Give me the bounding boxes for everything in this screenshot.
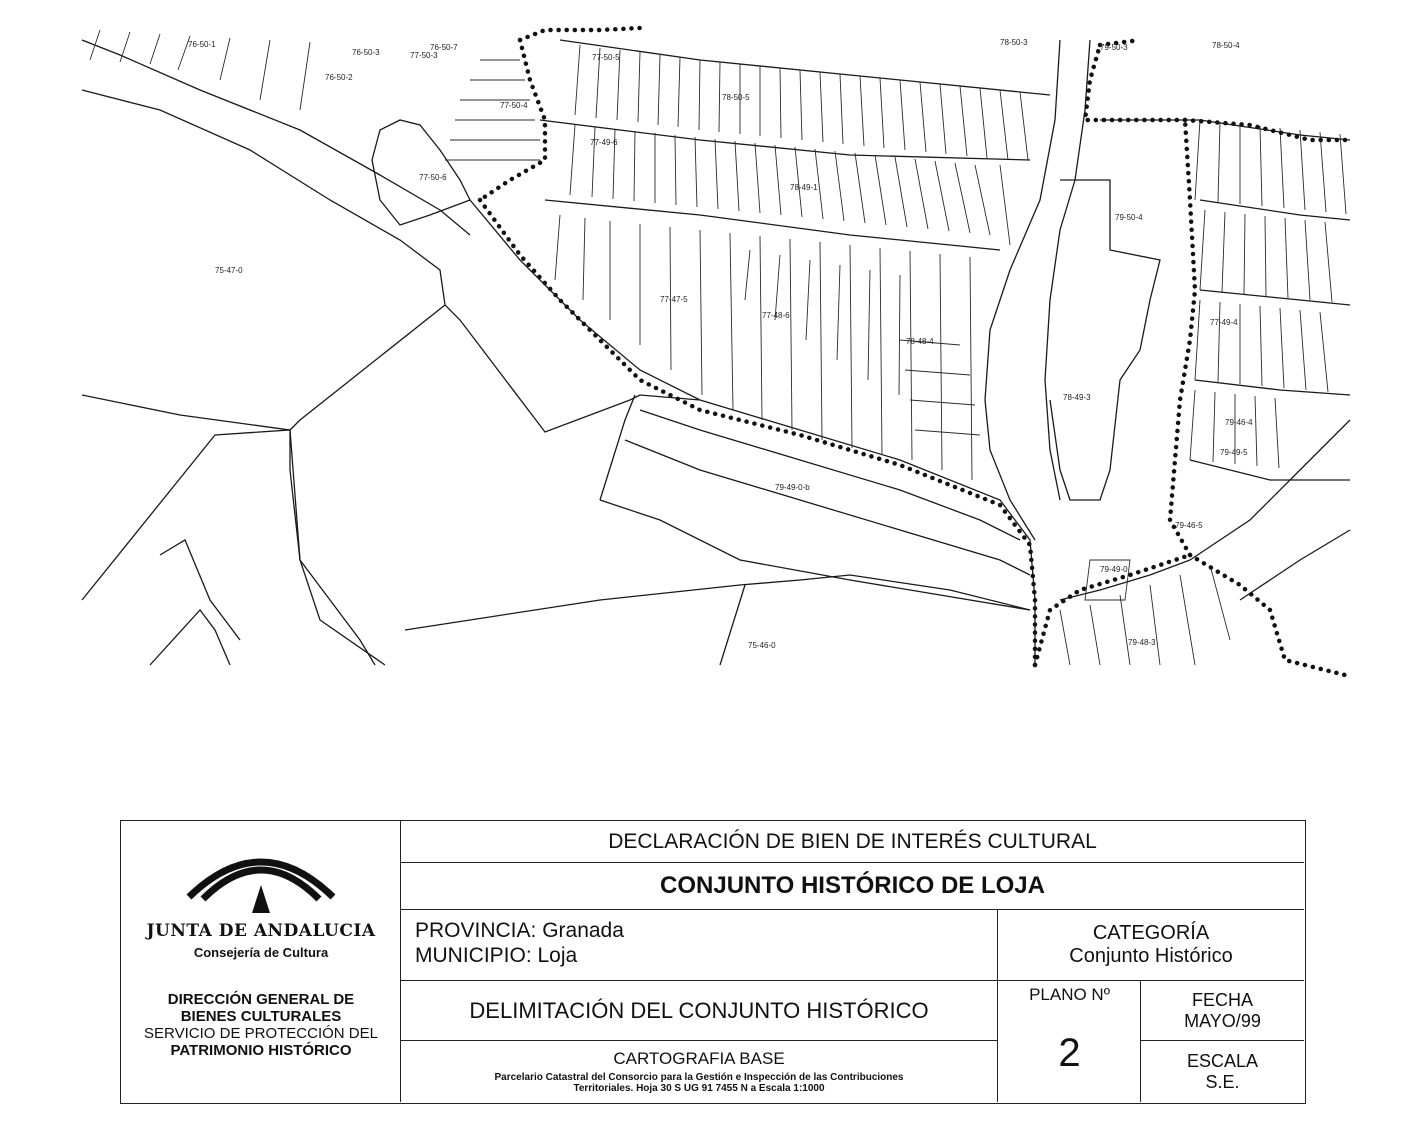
department [121,991,401,1059]
category-value: Conjunto Histórico [1069,945,1233,967]
parcel-label: 77-49-6 [590,138,618,147]
provincia: PROVINCIA: Granada [415,919,624,942]
parcel-label: 79-49-5 [1220,448,1248,457]
district-boundary [480,28,1345,675]
street-edge [82,305,445,430]
parcel-label: 78-50-4 [1212,41,1240,50]
street-edge [1200,290,1350,305]
cartography-line: Parcelario Catastral del Consorcio para la Gestión e Inspección de las Contribuciones [494,1072,904,1083]
street-edge [560,40,1050,95]
parcel-label: 76-50-2 [325,73,353,82]
location-cell [401,910,998,981]
parcel-label: 75-47-0 [215,266,243,275]
logo-cell [121,821,401,1102]
declaration-row [401,821,1304,863]
plan-title: CONJUNTO HISTÓRICO DE LOJA [660,872,1045,899]
junta-de-andalucia-logo [181,835,341,915]
parcel-label: 79-49-0-b [775,483,810,492]
street-edge [290,430,375,665]
plan-number-label: PLANO Nº [1029,985,1110,1004]
date-value: MAYO/99 [1184,1010,1261,1031]
street-edge [82,40,470,235]
base-cartography-cell [401,1041,998,1102]
street-edge [1190,460,1350,480]
plan-number-cell [998,981,1141,1102]
parcel-label: 77-50-4 [500,101,528,110]
delimitation-cell [401,981,998,1041]
delimitation-text: DELIMITACIÓN DEL CONJUNTO HISTÓRICO [469,997,929,1023]
parcel-label: 79-46-4 [1225,418,1253,427]
plan-number-value: 2 [1058,1031,1081,1075]
parcel-label: 77-47-5 [660,295,688,304]
department-line: DIRECCIÓN GENERAL DE [167,991,355,1008]
parcel-label: 79-50-3 [1100,43,1128,52]
parcel-label: 79-46-5 [1175,521,1203,530]
street-edge [600,395,635,500]
category-label: CATEGORÍA [1092,922,1210,944]
org-subtitle: Consejería de Cultura [193,945,329,960]
street-edge [1200,200,1350,220]
date-cell [1141,981,1304,1041]
street-edge [625,440,1030,575]
parcel-label: 75-46-0 [748,641,776,650]
parcel-label: 77-50-3 [410,51,438,60]
parcel-label: 76-50-7 [430,43,458,52]
municipio: MUNICIPIO: Loja [415,944,578,967]
parcel-label: 76-50-3 [352,48,380,57]
parcel-label: 79-50-4 [1115,213,1143,222]
street-edge [720,585,745,665]
department-line: PATRIMONIO HISTÓRICO [170,1042,352,1059]
parcel-label: 78-50-3 [1000,38,1028,47]
street-edge [640,410,1020,540]
org-name: JUNTA DE ANDALUCIA [146,921,376,941]
parcel-label: 76-50-1 [188,40,216,49]
scale-value: S.E. [1205,1071,1240,1092]
department-line: BIENES CULTURALES [180,1008,342,1025]
street-edge [1240,530,1350,600]
title-block [120,820,1306,1104]
parcel-label: 78-50-5 [722,93,750,102]
scale-label: ESCALA [1186,1050,1259,1071]
street-edge [405,575,1030,630]
street-edge [150,610,230,665]
street-edge [82,430,385,665]
street-edge [160,540,240,640]
parcel-label: 79-48-3 [1128,638,1156,647]
parcel-label: 78-49-1 [790,183,818,192]
parcel-label: 78-48-4 [906,337,934,346]
parcel-label: 77-50-5 [592,53,620,62]
parcel-label: 78-49-3 [1063,393,1091,402]
category-cell [998,910,1304,981]
date-label: FECHA [1191,989,1253,1010]
declaration-text: DECLARACIÓN DE BIEN DE INTERÉS CULTURAL [608,829,1097,853]
building-outline [1050,180,1160,500]
parcel-label: 77-49-4 [1210,318,1238,327]
department-line: SERVICIO DE PROTECCIÓN DEL [144,1025,378,1042]
parcel-label: 77-48-6 [762,311,790,320]
title-row [401,863,1304,910]
parcel-labels [188,38,1253,650]
parcel-label: 79-49-0 [1100,565,1128,574]
cartography-line: Territoriales. Hoja 30 S UG 91 7455 N a Escala 1:1000 [573,1083,825,1094]
parcel-label: 77-50-6 [419,173,447,182]
street-edge [545,200,1000,250]
parcel-lines [90,30,1346,665]
street-edge [1045,40,1090,500]
cartography-label: CARTOGRAFIA BASE [613,1049,785,1068]
scale-cell [1141,1041,1304,1102]
